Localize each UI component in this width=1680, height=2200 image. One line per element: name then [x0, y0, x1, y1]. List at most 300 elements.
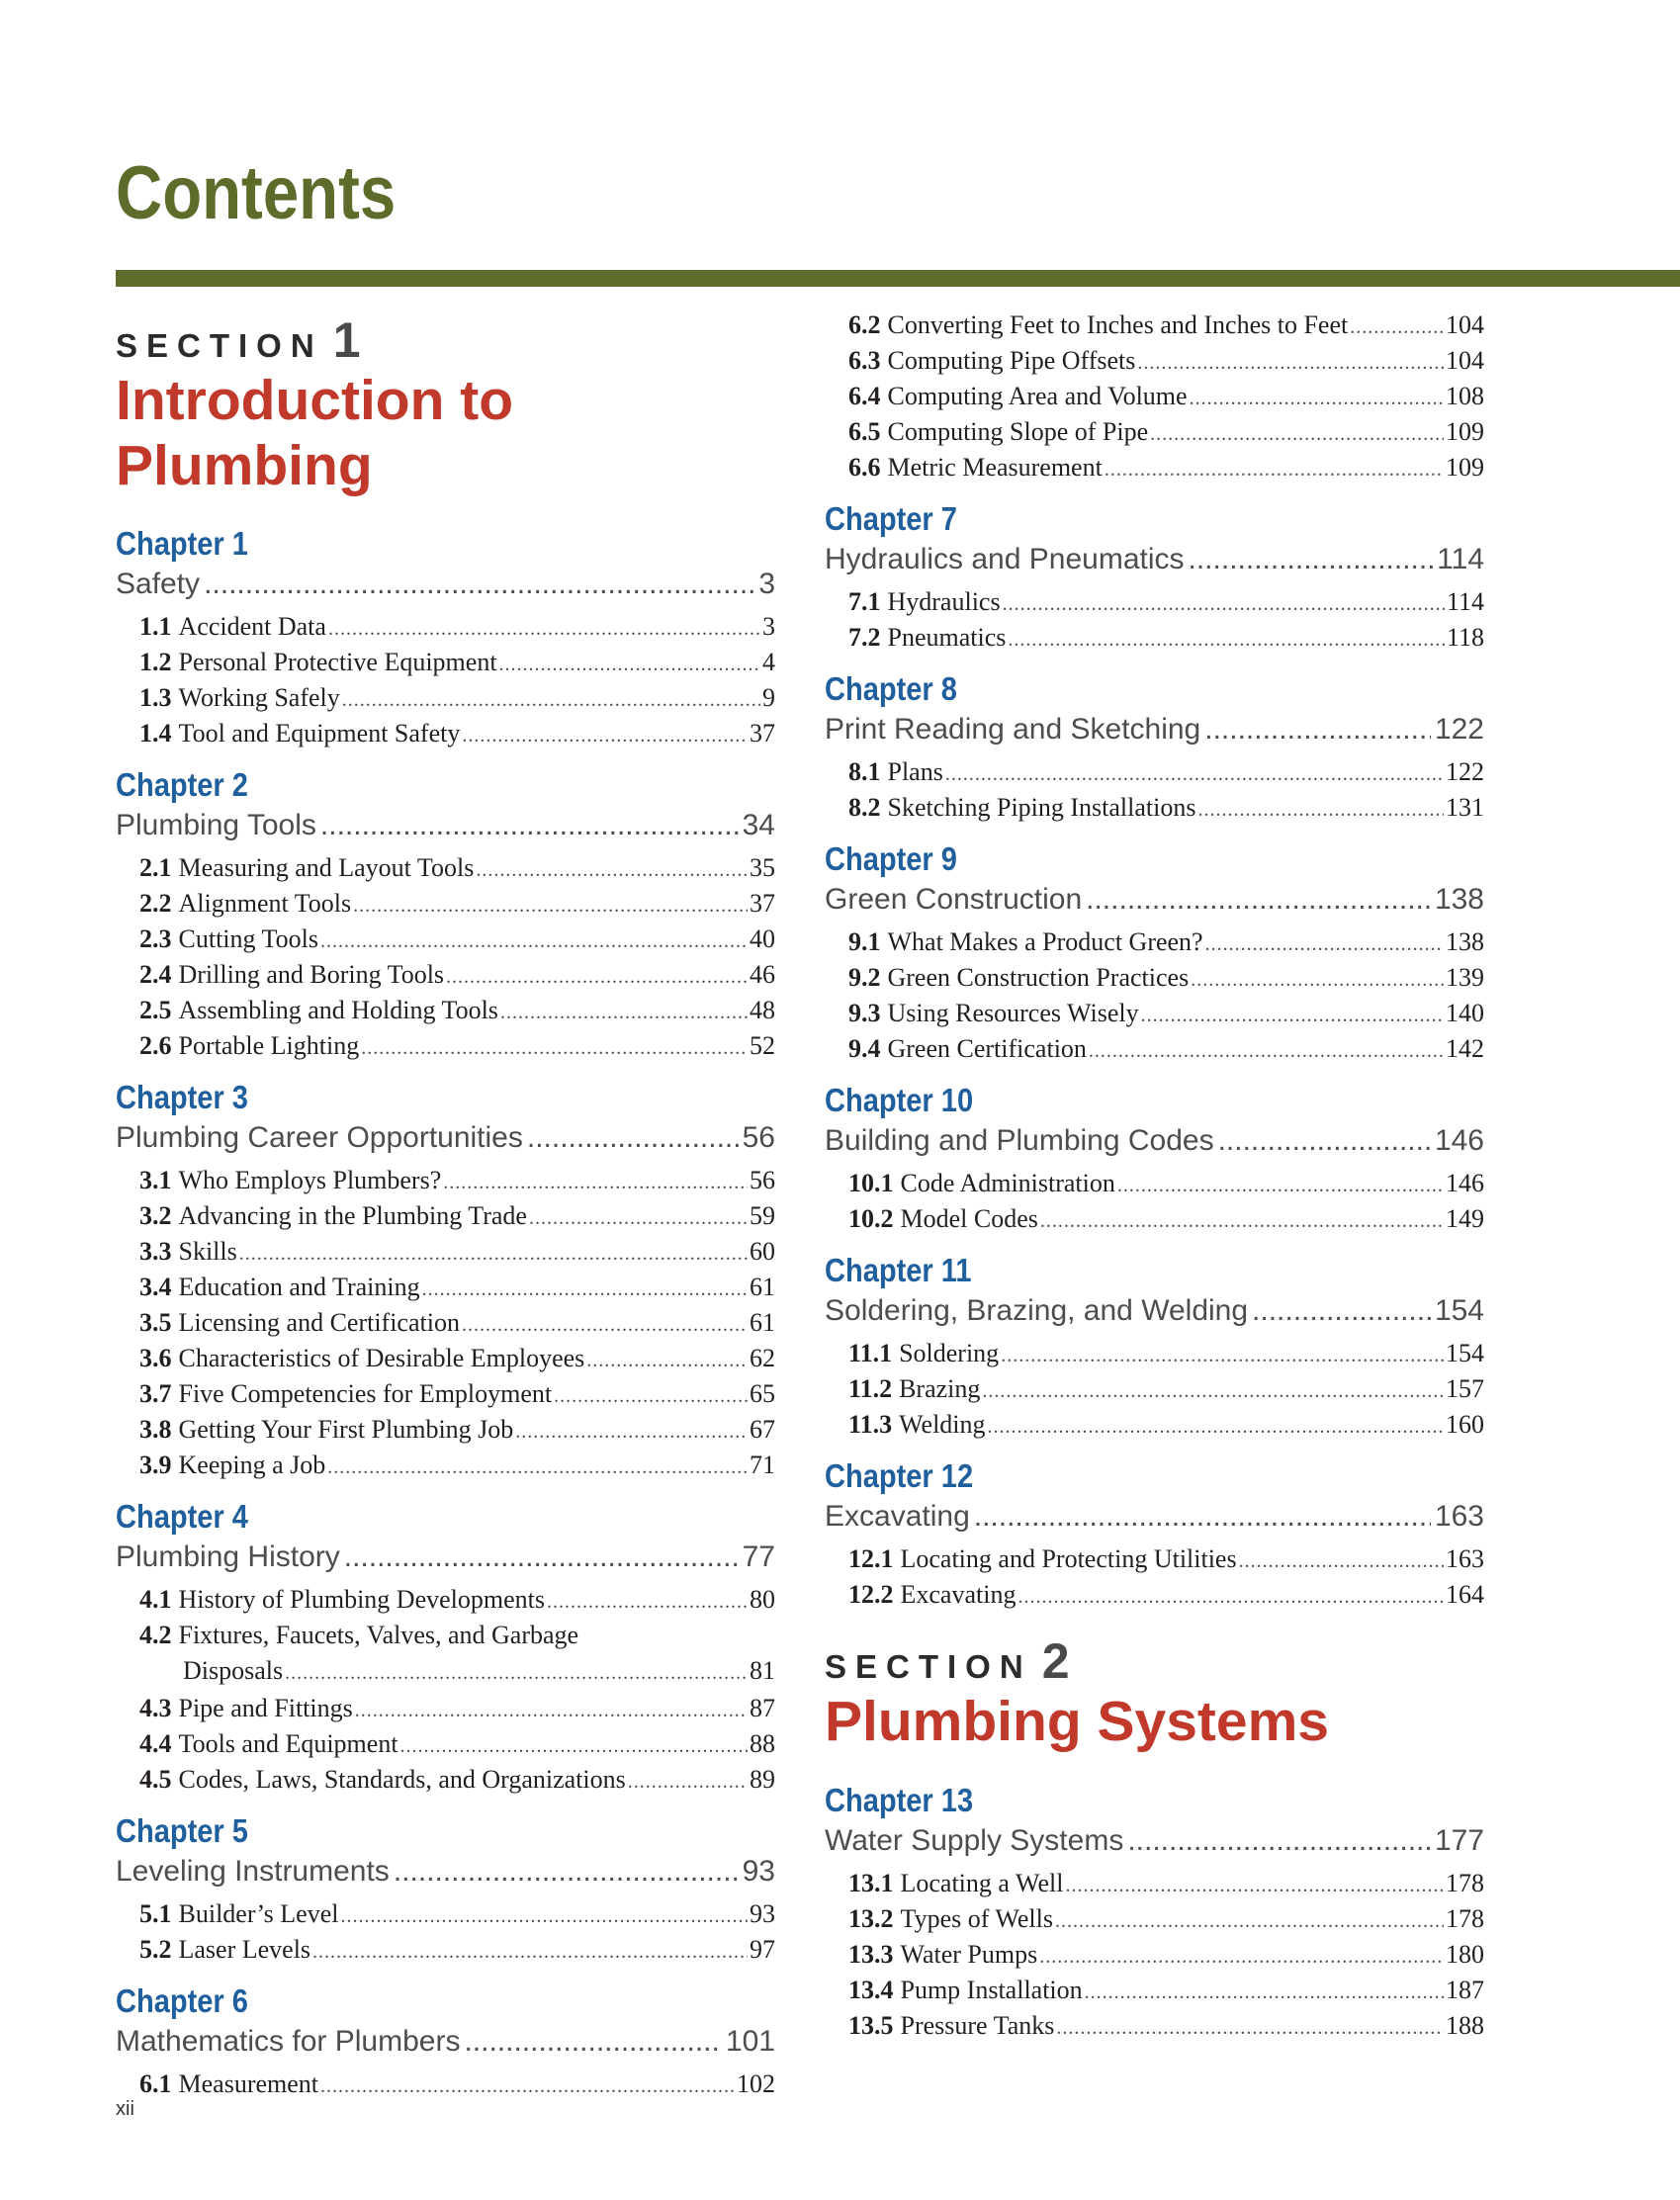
- dot-leader: [988, 1409, 1444, 1445]
- dot-leader: [1039, 1939, 1444, 1975]
- chapter-page: 34: [742, 809, 775, 842]
- toc-entry[interactable]: [825, 1973, 1484, 2008]
- toc-entry[interactable]: [825, 1166, 1484, 1201]
- chapter-title-line[interactable]: [116, 805, 775, 846]
- entry-title: Tool and Equipment Safety: [178, 719, 461, 748]
- entry-number: 9.2: [848, 963, 881, 992]
- entry-page: 97: [750, 1935, 775, 1965]
- entry-title: Education and Training: [178, 1273, 420, 1302]
- dot-leader: [527, 1117, 739, 1159]
- toc-entry[interactable]: [116, 1028, 775, 1064]
- chapter-label[interactable]: Chapter 1: [116, 525, 248, 563]
- chapter-title-line[interactable]: [825, 1496, 1484, 1538]
- entry-number: 9.3: [848, 999, 881, 1027]
- dot-leader: [1191, 962, 1444, 998]
- dot-leader: [446, 959, 748, 995]
- chapter-title-line[interactable]: [825, 879, 1484, 921]
- entry-page: 37: [750, 889, 775, 919]
- entry-page: 108: [1446, 382, 1484, 410]
- chapter-page: 163: [1434, 1500, 1484, 1533]
- toc-entry[interactable]: [825, 2008, 1484, 2044]
- entry-title: Codes, Laws, Standards, and Organizations: [178, 1765, 626, 1795]
- dot-leader: [1127, 1820, 1431, 1862]
- entry-page: 102: [737, 2069, 775, 2099]
- toc-entry[interactable]: [116, 716, 775, 751]
- entry-page: 131: [1446, 793, 1484, 822]
- entry-title: Skills: [178, 1237, 237, 1267]
- entry-number: 7.2: [848, 623, 881, 652]
- chapter-block: [116, 1981, 775, 2102]
- entry-page: 114: [1446, 587, 1484, 616]
- entry-title: Measurement: [178, 2069, 319, 2099]
- section-1-heading: [116, 311, 775, 369]
- section-number: 2: [1041, 1633, 1070, 1689]
- chapter-page: 177: [1434, 1823, 1484, 1857]
- toc-entry[interactable]: [116, 1305, 775, 1341]
- entry-title: Measuring and Layout Tools: [178, 853, 475, 883]
- toc-entry[interactable]: [825, 924, 1484, 960]
- entry-page: 87: [750, 1694, 775, 1723]
- entry-page: 9: [762, 683, 775, 713]
- entry-title: Converting Feet to Inches and Inches to Feet: [887, 310, 1349, 339]
- chapter-label[interactable]: Chapter 8: [825, 670, 957, 707]
- page-number: xii: [116, 2098, 134, 2120]
- entry-number: 3.9: [139, 1451, 172, 1480]
- entry-number: 3.5: [139, 1308, 172, 1338]
- entry-title: Water Pumps: [900, 1939, 1038, 1969]
- chapter-label[interactable]: Chapter 6: [116, 1982, 248, 2020]
- entry-page: 88: [750, 1729, 775, 1759]
- chapter-block: [116, 1811, 775, 1968]
- entry-page: 138: [1446, 927, 1484, 956]
- entry-title: Computing Slope of Pipe: [887, 417, 1149, 446]
- chapter-page: 122: [1434, 713, 1484, 746]
- entry-title: Assembling and Holding Tools: [178, 996, 498, 1025]
- chapter-page: 146: [1434, 1124, 1484, 1157]
- dot-leader: [500, 995, 748, 1030]
- dot-leader: [554, 1378, 748, 1414]
- chapter-block: [116, 765, 775, 1064]
- entry-title: Plans: [887, 757, 943, 786]
- entry-number: 1.1: [139, 612, 172, 642]
- chapter-title: Building and Plumbing Codes: [825, 1124, 1214, 1157]
- dot-leader: [547, 1584, 748, 1620]
- entry-number: 1.4: [139, 719, 172, 748]
- dot-leader: [1198, 792, 1445, 828]
- dot-leader: [1350, 309, 1444, 345]
- entry-page: 122: [1446, 757, 1484, 786]
- entry-page: 71: [750, 1451, 775, 1480]
- entry-title: Who Employs Plumbers?: [178, 1166, 442, 1195]
- toc-entry[interactable]: [116, 993, 775, 1028]
- toc-entry[interactable]: [825, 1407, 1484, 1443]
- entry-number: 6.3: [848, 346, 881, 375]
- entry-number: 13.5: [848, 2010, 894, 2040]
- entry-title: History of Plumbing Developments: [178, 1585, 545, 1615]
- dot-leader: [320, 2068, 735, 2104]
- entry-page: 40: [750, 924, 775, 954]
- section-2-chapter-list: [825, 1781, 1484, 2044]
- section-number: 1: [332, 312, 361, 368]
- chapter-label[interactable]: Chapter 9: [825, 840, 957, 877]
- dot-leader: [1065, 1868, 1444, 1903]
- entry-title: Computing Pipe Offsets: [887, 346, 1136, 375]
- entry-number: 13.3: [848, 1939, 894, 1969]
- entry-number: 13.2: [848, 1903, 894, 1933]
- dot-leader: [1105, 452, 1444, 487]
- entry-title: Fixtures, Faucets, Valves, and Garbage: [178, 1621, 579, 1650]
- toc-entry[interactable]: [825, 1541, 1484, 1577]
- entry-page: 48: [750, 996, 775, 1025]
- entry-number: 2.5: [139, 996, 172, 1025]
- entry-number: 1.2: [139, 648, 172, 677]
- dot-leader: [443, 1165, 748, 1200]
- chapter-page: 114: [1437, 543, 1484, 575]
- entry-number: 4.3: [139, 1694, 172, 1723]
- chapter-page: 93: [742, 1855, 775, 1889]
- entry-page: 164: [1446, 1580, 1484, 1609]
- entry-number: 3.1: [139, 1166, 172, 1195]
- entry-page: 180: [1446, 1939, 1484, 1969]
- entry-number: 5.1: [139, 1899, 172, 1929]
- entry-title: Locating a Well: [900, 1868, 1064, 1897]
- chapter-page: 101: [725, 2025, 775, 2059]
- chapter-block: [825, 308, 1484, 485]
- entry-number: 3.4: [139, 1273, 172, 1302]
- entry-page: 140: [1446, 999, 1484, 1027]
- entry-title: Portable Lighting: [178, 1031, 360, 1061]
- entry-page: 142: [1446, 1034, 1484, 1063]
- chapter-title-line[interactable]: [825, 1290, 1484, 1332]
- dot-leader: [400, 1728, 748, 1764]
- entry-title: Pump Installation: [900, 1975, 1083, 2004]
- toc-entry[interactable]: [825, 584, 1484, 620]
- toc-entry[interactable]: [116, 886, 775, 922]
- entry-number: 11.1: [848, 1339, 893, 1367]
- chapter-block: [825, 499, 1484, 656]
- entry-page: 187: [1446, 1975, 1484, 2004]
- entry-number: 4.1: [139, 1585, 172, 1615]
- dot-leader: [239, 1236, 748, 1272]
- dot-leader: [464, 2021, 721, 2063]
- entry-title: Code Administration: [900, 1169, 1115, 1197]
- entry-page: 67: [750, 1415, 775, 1445]
- chapter-title: Mathematics for Plumbers: [116, 2025, 461, 2059]
- entry-page: 118: [1446, 623, 1484, 652]
- chapter-label[interactable]: Chapter 7: [825, 500, 957, 537]
- entry-number: 4.5: [139, 1765, 172, 1795]
- entry-title: Welding: [899, 1410, 986, 1439]
- page-title: Contents: [116, 151, 397, 235]
- dot-leader: [353, 888, 748, 924]
- entry-title: Brazing: [899, 1374, 981, 1403]
- toc-entry[interactable]: [116, 1448, 775, 1483]
- entry-number: 8.1: [848, 757, 881, 786]
- chapter-label[interactable]: Chapter 12: [825, 1457, 974, 1494]
- toc-entry[interactable]: [825, 1937, 1484, 1973]
- chapter-page: 77: [742, 1540, 775, 1574]
- entry-page: 56: [750, 1166, 775, 1195]
- toc-entry[interactable]: [825, 1901, 1484, 1937]
- toc-entry[interactable]: [116, 1582, 775, 1618]
- dot-leader: [529, 1200, 748, 1236]
- entry-title: Builder’s Level: [178, 1899, 339, 1929]
- entry-number: 12.1: [848, 1544, 894, 1573]
- section-1-title: Introduction to Plumbing: [116, 369, 514, 497]
- chapter-title-line[interactable]: [116, 1537, 775, 1578]
- entry-number: 3.8: [139, 1415, 172, 1445]
- entry-page: 163: [1446, 1544, 1484, 1573]
- entry-page: 89: [750, 1765, 775, 1795]
- entry-page: 35: [750, 853, 775, 883]
- chapter-title-line[interactable]: [825, 1820, 1484, 1862]
- entry-page: 37: [750, 719, 775, 748]
- dot-leader: [462, 1307, 748, 1343]
- chapter-block: [825, 1781, 1484, 2044]
- toc-entry[interactable]: [825, 1371, 1484, 1407]
- dot-leader: [344, 1537, 739, 1578]
- chapter-title: Hydraulics and Pneumatics: [825, 543, 1185, 575]
- chapter-title-line[interactable]: [116, 1851, 775, 1892]
- toc-entry[interactable]: [825, 620, 1484, 656]
- dot-leader: [361, 1030, 748, 1066]
- dot-leader: [1001, 1338, 1444, 1373]
- toc-entry[interactable]: [825, 308, 1484, 343]
- toc-entry[interactable]: [825, 754, 1484, 790]
- toc-entry[interactable]: [116, 1726, 775, 1762]
- entry-title: Pressure Tanks: [900, 2010, 1055, 2040]
- dot-leader: [476, 852, 748, 888]
- toc-entry[interactable]: [116, 1234, 775, 1270]
- entry-title: Characteristics of Desirable Employees: [178, 1344, 585, 1373]
- toc-entry[interactable]: [116, 645, 775, 680]
- chapter-block: [825, 1081, 1484, 1237]
- chapter-title-line[interactable]: [116, 564, 775, 605]
- entry-title: Personal Protective Equipment: [178, 648, 497, 677]
- toc-entry[interactable]: [116, 1618, 775, 1691]
- chapter-block: [825, 1456, 1484, 1613]
- dot-leader: [328, 611, 760, 647]
- dot-leader: [1204, 709, 1431, 750]
- toc-entry[interactable]: [116, 1163, 775, 1198]
- dot-leader: [394, 1851, 739, 1892]
- entry-number: 1.3: [139, 683, 172, 713]
- dot-leader: [285, 1655, 748, 1691]
- chapter-title: Leveling Instruments: [116, 1855, 390, 1889]
- entry-title: Five Competencies for Employment: [178, 1379, 553, 1409]
- dot-leader: [1239, 1543, 1444, 1579]
- toc-entry[interactable]: [825, 996, 1484, 1031]
- entry-page: 60: [750, 1237, 775, 1267]
- entry-page: 146: [1446, 1169, 1484, 1197]
- entry-number: 6.4: [848, 382, 881, 410]
- chapter-page: 154: [1434, 1294, 1484, 1327]
- dot-leader: [327, 1450, 748, 1485]
- entry-title: Tools and Equipment: [178, 1729, 398, 1759]
- entry-number: 10.2: [848, 1204, 894, 1233]
- toc-entry[interactable]: [825, 343, 1484, 379]
- dot-leader: [1086, 879, 1431, 921]
- dot-leader: [974, 1496, 1431, 1538]
- toc-entry[interactable]: [116, 1691, 775, 1726]
- toc-entry[interactable]: [825, 790, 1484, 826]
- section-label: SECTION: [116, 327, 323, 364]
- toc-entry[interactable]: [116, 922, 775, 957]
- dot-leader: [1008, 622, 1445, 658]
- chapter-label[interactable]: Chapter 3: [116, 1079, 248, 1116]
- toc-entry[interactable]: [825, 1866, 1484, 1901]
- chapter-block: [116, 1078, 775, 1483]
- toc-entry[interactable]: [116, 1341, 775, 1376]
- entry-title: Model Codes: [900, 1204, 1038, 1233]
- dot-leader: [1190, 381, 1444, 416]
- dot-leader: [204, 564, 754, 605]
- toc-entry[interactable]: [116, 1412, 775, 1448]
- section-label: SECTION: [825, 1648, 1032, 1685]
- entry-title: Working Safely: [178, 683, 340, 713]
- dot-leader: [462, 718, 748, 753]
- right-column: [825, 308, 1484, 2058]
- entry-title: Metric Measurement: [887, 453, 1103, 482]
- toc-entry[interactable]: [825, 450, 1484, 485]
- toc-entry[interactable]: [825, 1031, 1484, 1067]
- entry-page: 61: [750, 1308, 775, 1338]
- dot-leader: [1040, 1203, 1444, 1239]
- dot-leader: [340, 1898, 748, 1934]
- entry-page: 139: [1446, 963, 1484, 992]
- entry-page: 104: [1446, 346, 1484, 375]
- entry-page: 109: [1446, 417, 1484, 446]
- chapter-block: [825, 839, 1484, 1067]
- right-chapter-list: [825, 308, 1484, 1613]
- toc-entry[interactable]: [116, 1270, 775, 1305]
- dot-leader: [320, 805, 739, 846]
- entry-title: Using Resources Wisely: [887, 999, 1139, 1027]
- chapter-title-line[interactable]: [825, 1120, 1484, 1162]
- entry-title: Pipe and Fittings: [178, 1694, 353, 1723]
- toc-entry[interactable]: [116, 609, 775, 645]
- dot-leader: [1117, 1168, 1444, 1203]
- toc-entry[interactable]: [116, 1198, 775, 1234]
- dot-leader: [982, 1373, 1444, 1409]
- chapter-label[interactable]: Chapter 5: [116, 1812, 248, 1850]
- chapter-title: Print Reading and Sketching: [825, 713, 1201, 746]
- entry-number: 6.2: [848, 310, 881, 339]
- dot-leader: [1205, 926, 1444, 962]
- entry-title-continued: Disposals: [183, 1656, 284, 1686]
- toc-entry[interactable]: [116, 850, 775, 886]
- toc-entry[interactable]: [825, 414, 1484, 450]
- toc-entry[interactable]: [116, 957, 775, 993]
- entry-number: 7.1: [848, 587, 881, 616]
- chapter-label[interactable]: Chapter 2: [116, 766, 248, 804]
- dot-leader: [1089, 1033, 1444, 1069]
- entry-page: 59: [750, 1201, 775, 1231]
- entry-number: 13.1: [848, 1868, 894, 1897]
- entry-page: 160: [1446, 1410, 1484, 1439]
- entry-page: 149: [1446, 1204, 1484, 1233]
- chapter-label[interactable]: Chapter 13: [825, 1781, 974, 1818]
- chapter-title: Plumbing Career Opportunities: [116, 1121, 523, 1155]
- toc-entry[interactable]: [825, 1336, 1484, 1371]
- toc-entry[interactable]: [116, 1376, 775, 1412]
- entry-title: Cutting Tools: [178, 924, 318, 954]
- chapter-block: [116, 1497, 775, 1798]
- left-chapter-list: [116, 524, 775, 2102]
- entry-number: 13.4: [848, 1975, 894, 2004]
- entry-number: 2.6: [139, 1031, 172, 1061]
- toc-entry[interactable]: [825, 379, 1484, 414]
- chapter-label[interactable]: Chapter 11: [825, 1252, 972, 1288]
- chapter-block: [116, 524, 775, 751]
- chapter-page: 3: [758, 568, 775, 601]
- toc-entry[interactable]: [825, 1577, 1484, 1613]
- chapter-title-line[interactable]: [116, 2021, 775, 2063]
- entry-number: 4.2: [139, 1621, 172, 1650]
- chapter-title: Plumbing History: [116, 1540, 340, 1574]
- entry-title: Types of Wells: [900, 1903, 1053, 1933]
- toc-entry[interactable]: [116, 680, 775, 716]
- chapter-title-line[interactable]: [825, 539, 1484, 580]
- entry-title: Licensing and Certification: [178, 1308, 460, 1338]
- chapter-page: 56: [742, 1121, 775, 1155]
- dot-leader: [312, 1934, 748, 1970]
- toc-entry[interactable]: [116, 1762, 775, 1798]
- entry-title: Getting Your First Plumbing Job: [178, 1415, 514, 1445]
- chapter-block: [825, 669, 1484, 826]
- entry-title: Hydraulics: [887, 587, 1001, 616]
- chapter-title-line[interactable]: [116, 1117, 775, 1159]
- chapter-title-line[interactable]: [825, 709, 1484, 750]
- entry-number: 6.1: [139, 2069, 172, 2099]
- dot-leader: [1056, 2010, 1444, 2046]
- entry-title: Excavating: [900, 1580, 1017, 1609]
- entry-title: What Makes a Product Green?: [887, 927, 1203, 956]
- entry-number: 9.1: [848, 927, 881, 956]
- dot-leader: [355, 1693, 748, 1728]
- entry-title: Advancing in the Plumbing Trade: [178, 1201, 527, 1231]
- entry-title: Soldering: [899, 1339, 1000, 1367]
- chapter-block: [825, 1251, 1484, 1443]
- entry-title: Alignment Tools: [178, 889, 352, 919]
- dot-leader: [342, 682, 760, 718]
- entry-page: 3: [762, 612, 775, 642]
- entry-number: 12.2: [848, 1580, 894, 1609]
- chapter-label[interactable]: Chapter 10: [825, 1082, 974, 1118]
- entry-page: 93: [750, 1899, 775, 1929]
- toc-entry[interactable]: [825, 960, 1484, 996]
- entry-number: 6.5: [848, 417, 881, 446]
- entry-page: 65: [750, 1379, 775, 1409]
- toc-entry[interactable]: [116, 1896, 775, 1932]
- entry-title: Accident Data: [178, 612, 326, 642]
- entry-page: 188: [1446, 2010, 1484, 2040]
- chapter-title: Soldering, Brazing, and Welding: [825, 1294, 1249, 1327]
- toc-entry[interactable]: [116, 2067, 775, 2102]
- entry-number: 3.6: [139, 1344, 172, 1373]
- dot-leader: [586, 1343, 748, 1378]
- entry-number: 8.2: [848, 793, 881, 822]
- toc-entry[interactable]: [116, 1932, 775, 1968]
- entry-page: 178: [1446, 1903, 1484, 1933]
- chapter-label[interactable]: Chapter 4: [116, 1498, 248, 1536]
- entry-page: 61: [750, 1273, 775, 1302]
- dot-leader: [1252, 1290, 1431, 1332]
- entry-number: 2.4: [139, 960, 172, 990]
- entry-page: 157: [1446, 1374, 1484, 1403]
- entry-number: 9.4: [848, 1034, 881, 1063]
- toc-entry[interactable]: [825, 1201, 1484, 1237]
